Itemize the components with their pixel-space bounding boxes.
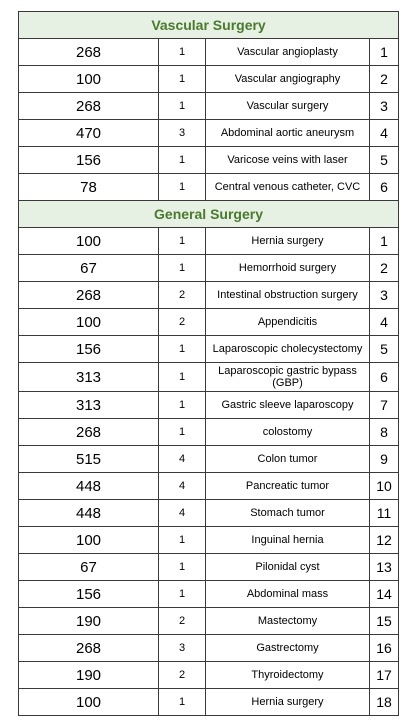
price-cell: 313 xyxy=(19,363,159,392)
procedure-name-cell: Thyroidectomy xyxy=(206,662,370,689)
table-row xyxy=(19,228,399,255)
price-cell: 268 xyxy=(19,282,159,309)
row-number-cell: 15 xyxy=(370,608,399,635)
price-cell: 100 xyxy=(19,527,159,554)
row-number-cell: 2 xyxy=(370,66,399,93)
days-cell: 2 xyxy=(159,309,206,336)
row-number-cell: 16 xyxy=(370,635,399,662)
days-cell: 1 xyxy=(159,527,206,554)
procedure-name-cell: Appendicitis xyxy=(206,309,370,336)
row-number-cell: 7 xyxy=(370,392,399,419)
row-number-cell: 8 xyxy=(370,419,399,446)
price-cell: 268 xyxy=(19,93,159,120)
days-cell: 1 xyxy=(159,419,206,446)
row-number-cell: 5 xyxy=(370,147,399,174)
procedure-name-cell: Intestinal obstruction surgery xyxy=(206,282,370,309)
price-cell: 67 xyxy=(19,255,159,282)
row-number-cell: 3 xyxy=(370,93,399,120)
table-row xyxy=(19,500,399,527)
row-number-cell: 3 xyxy=(370,282,399,309)
price-cell: 156 xyxy=(19,581,159,608)
days-cell: 1 xyxy=(159,392,206,419)
price-cell: 313 xyxy=(19,392,159,419)
days-cell: 3 xyxy=(159,635,206,662)
procedure-name-cell: colostomy xyxy=(206,419,370,446)
procedure-name-cell: Gastrectomy xyxy=(206,635,370,662)
row-number-cell: 12 xyxy=(370,527,399,554)
price-cell: 470 xyxy=(19,120,159,147)
table-row xyxy=(19,147,399,174)
table-row xyxy=(19,392,399,419)
table-row xyxy=(19,66,399,93)
days-cell: 1 xyxy=(159,336,206,363)
table-row xyxy=(19,255,399,282)
table-row xyxy=(19,446,399,473)
procedure-name-cell: Vascular surgery xyxy=(206,93,370,120)
procedure-name-cell: Stomach tumor xyxy=(206,500,370,527)
price-cell: 190 xyxy=(19,608,159,635)
procedure-name-cell: Laparoscopic cholecystectomy xyxy=(206,336,370,363)
table-row xyxy=(19,554,399,581)
days-cell: 1 xyxy=(159,228,206,255)
procedure-name-cell: Central venous catheter, CVC xyxy=(206,174,370,201)
row-number-cell: 18 xyxy=(370,689,399,716)
procedure-name-cell: Colon tumor xyxy=(206,446,370,473)
price-cell: 448 xyxy=(19,473,159,500)
price-cell: 190 xyxy=(19,662,159,689)
row-number-cell: 13 xyxy=(370,554,399,581)
price-cell: 100 xyxy=(19,309,159,336)
price-cell: 100 xyxy=(19,689,159,716)
price-cell: 268 xyxy=(19,39,159,66)
days-cell: 4 xyxy=(159,446,206,473)
row-number-cell: 6 xyxy=(370,174,399,201)
row-number-cell: 5 xyxy=(370,336,399,363)
procedure-name-cell: Hemorrhoid surgery xyxy=(206,255,370,282)
price-cell: 78 xyxy=(19,174,159,201)
section-title: General Surgery xyxy=(19,201,399,228)
price-cell: 268 xyxy=(19,419,159,446)
days-cell: 1 xyxy=(159,66,206,93)
table-row xyxy=(19,473,399,500)
days-cell: 1 xyxy=(159,363,206,392)
price-cell: 100 xyxy=(19,228,159,255)
days-cell: 1 xyxy=(159,554,206,581)
table-row xyxy=(19,309,399,336)
days-cell: 1 xyxy=(159,581,206,608)
row-number-cell: 4 xyxy=(370,120,399,147)
days-cell: 2 xyxy=(159,662,206,689)
days-cell: 2 xyxy=(159,608,206,635)
days-cell: 1 xyxy=(159,255,206,282)
row-number-cell: 1 xyxy=(370,39,399,66)
table-row xyxy=(19,120,399,147)
table-row xyxy=(19,419,399,446)
row-number-cell: 1 xyxy=(370,228,399,255)
procedure-name-cell: Inguinal hernia xyxy=(206,527,370,554)
row-number-cell: 2 xyxy=(370,255,399,282)
procedure-name-cell: Varicose veins with laser xyxy=(206,147,370,174)
row-number-cell: 9 xyxy=(370,446,399,473)
procedure-name-cell: Laparoscopic gastric bypass (GBP) xyxy=(206,363,370,392)
procedure-name-cell: Pilonidal cyst xyxy=(206,554,370,581)
table-row xyxy=(19,363,399,392)
row-number-cell: 6 xyxy=(370,363,399,392)
procedure-name-cell: Gastric sleeve laparoscopy xyxy=(206,392,370,419)
price-cell: 515 xyxy=(19,446,159,473)
price-cell: 448 xyxy=(19,500,159,527)
procedure-name-cell: Hernia surgery xyxy=(206,228,370,255)
surgery-price-table xyxy=(18,11,399,716)
price-cell: 100 xyxy=(19,66,159,93)
row-number-cell: 11 xyxy=(370,500,399,527)
row-number-cell: 4 xyxy=(370,309,399,336)
table-row xyxy=(19,635,399,662)
row-number-cell: 14 xyxy=(370,581,399,608)
price-cell: 268 xyxy=(19,635,159,662)
section-header-row xyxy=(19,12,399,39)
days-cell: 1 xyxy=(159,39,206,66)
price-cell: 156 xyxy=(19,147,159,174)
days-cell: 1 xyxy=(159,174,206,201)
section-header-row xyxy=(19,201,399,228)
table-row xyxy=(19,39,399,66)
days-cell: 3 xyxy=(159,120,206,147)
row-number-cell: 17 xyxy=(370,662,399,689)
table-row xyxy=(19,174,399,201)
table-row xyxy=(19,662,399,689)
procedure-name-cell: Abdominal aortic aneurysm xyxy=(206,120,370,147)
table-row xyxy=(19,282,399,309)
days-cell: 1 xyxy=(159,689,206,716)
procedure-name-cell: Hernia surgery xyxy=(206,689,370,716)
table-row xyxy=(19,581,399,608)
days-cell: 2 xyxy=(159,282,206,309)
procedure-name-cell: Vascular angiography xyxy=(206,66,370,93)
days-cell: 1 xyxy=(159,147,206,174)
row-number-cell: 10 xyxy=(370,473,399,500)
days-cell: 1 xyxy=(159,93,206,120)
procedure-name-cell: Pancreatic tumor xyxy=(206,473,370,500)
price-cell: 156 xyxy=(19,336,159,363)
table-row xyxy=(19,336,399,363)
procedure-name-cell: Mastectomy xyxy=(206,608,370,635)
price-cell: 67 xyxy=(19,554,159,581)
procedure-name-cell: Abdominal mass xyxy=(206,581,370,608)
days-cell: 4 xyxy=(159,473,206,500)
days-cell: 4 xyxy=(159,500,206,527)
section-title: Vascular Surgery xyxy=(19,12,399,39)
table-row xyxy=(19,608,399,635)
procedure-name-cell: Vascular angioplasty xyxy=(206,39,370,66)
table-row xyxy=(19,93,399,120)
table-row xyxy=(19,527,399,554)
table-row xyxy=(19,689,399,716)
